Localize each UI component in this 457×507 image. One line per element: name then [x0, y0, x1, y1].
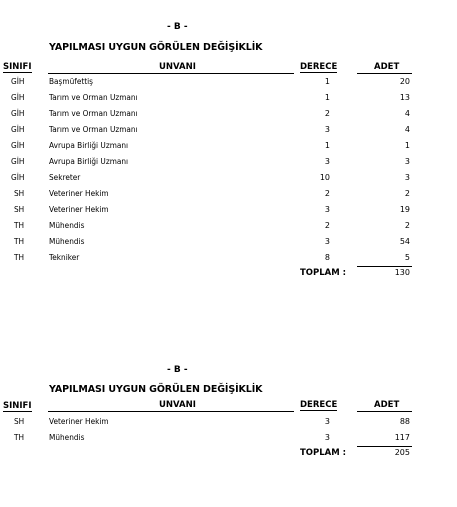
cell-derece: 10: [319, 173, 330, 182]
table-row: [0, 124, 457, 136]
table-heading: YAPILMASI UYGUN GÖRÜLEN DEĞİŞİKLİK: [49, 42, 263, 53]
cell-unvani: Veteriner Hekim: [49, 205, 109, 214]
cell-sinifi: GİH: [11, 109, 25, 118]
cell-sinifi: TH: [14, 433, 25, 442]
cell-unvani: Mühendis: [49, 237, 85, 246]
cell-derece: 1: [324, 141, 330, 150]
cell-adet: 54: [399, 237, 410, 246]
cell-adet: 5: [404, 253, 410, 262]
cell-adet: 117: [394, 433, 410, 442]
total-label: TOPLAM :: [300, 448, 347, 458]
table-row: [0, 236, 457, 248]
column-header-sinifi: SINIFI: [3, 62, 32, 72]
cell-adet: 20: [399, 77, 410, 86]
cell-derece: 3: [324, 433, 330, 442]
cell-derece: 2: [324, 221, 330, 230]
cell-adet: 1: [404, 141, 410, 150]
table-row: [0, 416, 457, 428]
cell-adet: 3: [404, 173, 410, 182]
cell-sinifi: TH: [14, 253, 25, 262]
table-row: [0, 188, 457, 200]
total-rule: [357, 446, 412, 447]
cell-sinifi: SH: [14, 205, 25, 214]
section-label: - B -: [167, 22, 188, 32]
cell-derece: 2: [324, 109, 330, 118]
column-header-derece: DERECE: [300, 400, 338, 410]
column-header-sinifi: SINIFI: [3, 401, 32, 411]
cell-adet: 19: [399, 205, 410, 214]
header-rule-unvani: [48, 411, 294, 412]
cell-sinifi: GİH: [11, 77, 25, 86]
cell-unvani: Avrupa Birliği Uzmanı: [49, 157, 129, 166]
cell-derece: 3: [324, 237, 330, 246]
column-header-adet: ADET: [374, 62, 400, 72]
cell-unvani: Tarım ve Orman Uzmanı: [49, 93, 138, 102]
cell-unvani: Mühendis: [49, 433, 85, 442]
cell-adet: 4: [404, 125, 410, 134]
table-row: [0, 172, 457, 184]
table-row: [0, 220, 457, 232]
cell-derece: 3: [324, 417, 330, 426]
total-value: 130: [394, 268, 410, 277]
cell-unvani: Tarım ve Orman Uzmanı: [49, 125, 138, 134]
cell-derece: 2: [324, 189, 330, 198]
cell-derece: 3: [324, 125, 330, 134]
cell-adet: 2: [404, 221, 410, 230]
table-row: [0, 156, 457, 168]
table-row: [0, 140, 457, 152]
cell-adet: 2: [404, 189, 410, 198]
total-label: TOPLAM :: [300, 268, 347, 278]
cell-unvani: Veteriner Hekim: [49, 417, 109, 426]
table-row: [0, 76, 457, 88]
header-rule-adet: [357, 73, 412, 74]
cell-sinifi: GİH: [11, 125, 25, 134]
cell-sinifi: SH: [14, 189, 25, 198]
cell-unvani: Tekniker: [49, 253, 80, 262]
cell-sinifi: GİH: [11, 157, 25, 166]
cell-derece: 8: [324, 253, 330, 262]
cell-sinifi: TH: [14, 237, 25, 246]
header-rule-adet: [357, 411, 412, 412]
column-header-unvani: UNVANI: [159, 400, 196, 410]
cell-sinifi: GİH: [11, 173, 25, 182]
table-row: [0, 108, 457, 120]
table-row: [0, 252, 457, 264]
cell-unvani: Tarım ve Orman Uzmanı: [49, 109, 138, 118]
column-header-adet: ADET: [374, 400, 400, 410]
cell-unvani: Mühendis: [49, 221, 85, 230]
table-row: [0, 204, 457, 216]
cell-sinifi: SH: [14, 417, 25, 426]
cell-derece: 1: [324, 93, 330, 102]
section-label: - B -: [167, 365, 188, 375]
cell-sinifi: GİH: [11, 141, 25, 150]
table-heading: YAPILMASI UYGUN GÖRÜLEN DEĞİŞİKLİK: [49, 384, 263, 395]
cell-adet: 13: [399, 93, 410, 102]
cell-unvani: Veteriner Hekim: [49, 189, 109, 198]
cell-derece: 3: [324, 205, 330, 214]
total-rule: [357, 266, 412, 267]
cell-sinifi: GİH: [11, 93, 25, 102]
table-row: [0, 92, 457, 104]
total-value: 205: [394, 448, 410, 457]
cell-adet: 88: [399, 417, 410, 426]
cell-adet: 4: [404, 109, 410, 118]
cell-sinifi: TH: [14, 221, 25, 230]
column-header-unvani: UNVANI: [159, 62, 196, 72]
cell-unvani: Avrupa Birliği Uzmanı: [49, 141, 129, 150]
cell-adet: 3: [404, 157, 410, 166]
column-header-derece: DERECE: [300, 62, 338, 72]
cell-unvani: Başmüfettiş: [49, 77, 94, 86]
header-rule-unvani: [48, 73, 294, 74]
cell-derece: 1: [324, 77, 330, 86]
table-row: [0, 432, 457, 444]
cell-unvani: Sekreter: [49, 173, 81, 182]
cell-derece: 3: [324, 157, 330, 166]
